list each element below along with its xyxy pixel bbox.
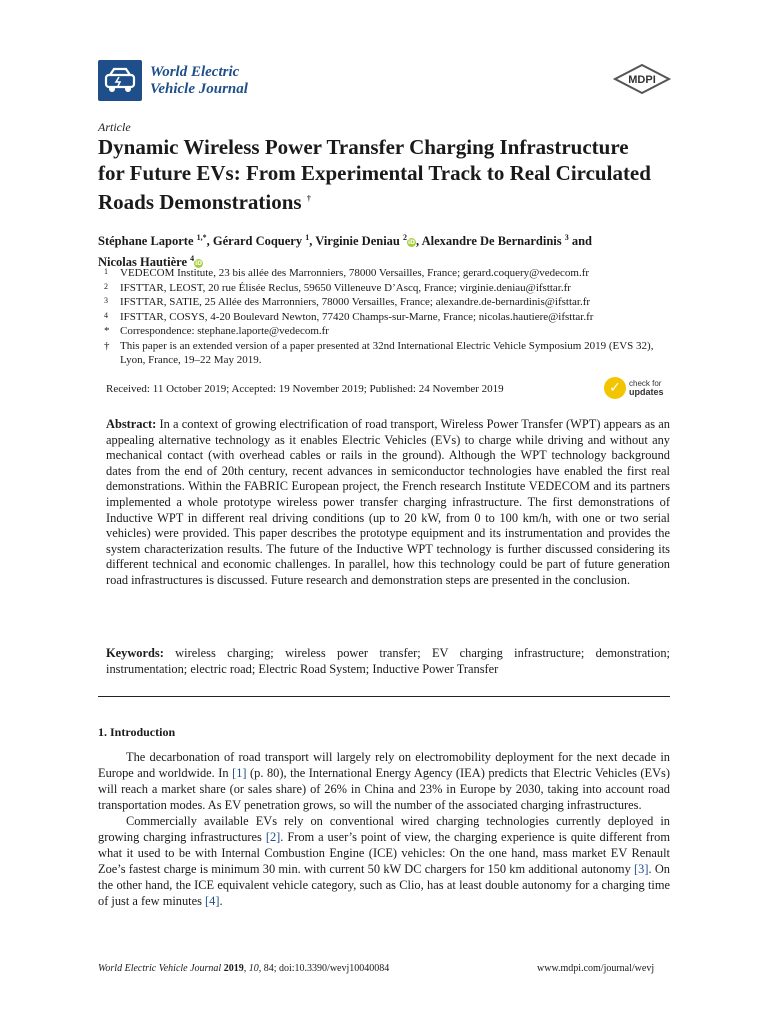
abstract-label: Abstract: <box>106 417 157 431</box>
paper-title <box>98 134 658 215</box>
affiliation-list <box>98 266 668 368</box>
author[interactable]: Nicolas Hautière $^4$iD <box>98 254 203 270</box>
divider <box>98 696 670 697</box>
citation-link[interactable]: [2] <box>265 830 281 844</box>
citation-link[interactable]: [1] <box>232 766 247 780</box>
affiliation: 4 IFSTTAR, COSYS, 4-20 Boulevard Newton, 77420 Champs-sur-Marne, France; nicolas.hautiere@ifsttar.fr <box>104 310 594 323</box>
paper-note: † This paper is an extended version of a paper presented at 32nd International Electric Vehicle Symposium 2019 (EVS 32), Lyon, France, 19–22 May 2019. <box>104 339 654 366</box>
journal-name-line1: World Electric <box>150 64 240 80</box>
orcid-icon[interactable]: iD <box>195 260 203 268</box>
article-type: Article <box>98 120 131 134</box>
author-list: Stéphane Laporte $^{1,*}$, Gérard Coquery $^1$, Virginie Deniau $^2$iD, Alexandre De Bernardinis $^3$ and Nicolas Hautière $^4$iD <box>98 233 593 270</box>
author[interactable]: Alexandre De Bernardinis $^3$ <box>421 233 569 249</box>
orcid-icon[interactable]: iD <box>407 239 416 247</box>
citation-link[interactable]: [4] <box>205 894 220 908</box>
abstract <box>106 417 670 589</box>
title-dagger: † <box>306 194 311 203</box>
correspondence: * Correspondence: stephane.laporte@vedecom.fr <box>104 325 329 337</box>
author[interactable]: Stéphane Laporte $^{1,*}$ <box>98 233 207 249</box>
journal-name-line2: Vehicle Journal <box>150 81 248 97</box>
footer-url[interactable]: www.mdpi.com/journal/wevj <box>537 963 655 974</box>
keywords-label: Keywords: <box>106 646 164 660</box>
affiliation: 1 VEDECOM Institute, 23 bis allée des Marronniers, 78000 Versailles, France; gerard.coquery@vedecom.fr <box>104 267 590 279</box>
mdpi-logo[interactable] <box>612 64 672 94</box>
paragraph: The decarbonation of road transport will largely rely on electromobility deployment for the next decade in Europe and worldwide. In [1] (p. 80), the International Energy Agency (IEA) predicts that Electric Vehicles (EVs) will reach a market share (or sales share) of 26% in China and 23% in Europe by 2030, taking into account road transportation modes. As EV penetration grows, so will the number of the associated charging infrastructures. <box>98 750 670 812</box>
keywords <box>106 646 670 677</box>
author[interactable]: Virginie Deniau $^2$iD <box>315 233 416 249</box>
journal-logo <box>98 60 142 101</box>
title-text: Dynamic Wireless Power Transfer Charging Infrastructure for Future EVs: From Experimental Track to Real Circulated Roads Demonstrations <box>98 135 651 214</box>
journal-name[interactable] <box>150 64 248 98</box>
footer-citation: World Electric Vehicle Journal 2019, 10, 84; doi:10.3390/wevj10040084 <box>98 963 390 974</box>
check-for-updates-badge[interactable]: ✓ check for updates <box>604 377 674 405</box>
svg-text:MDPI: MDPI <box>628 74 656 86</box>
checkmark-icon: ✓ <box>604 377 626 399</box>
paragraph: Commercially available EVs rely on conventional wired charging technologies currently deployed in growing charging infrastructures [2]. From a user’s point of view, the charging experience is quite different from what it used to be with Internal Combustion Engine (ICE) vehicles: On the one hand, mass market EV Renault Zoe’s fastest charge is minimum 30 min. with current 50 kW DC chargers for 150 km additional autonomy [3]. On the other hand, the ICE equivalent vehicle category, such as Clio, has at least double autonomy for a charging time of just a few minutes [4]. <box>98 814 671 908</box>
body-text <box>98 749 670 909</box>
abstract-text: In a context of growing electrification of road transport, Wireless Power Transfer (WPT) appears as an appealing alternative technology as it enables Electric Vehicles (EVs) to charge while driving and without any mechanical contact (with overhead cables or rails in the ground). Although the WPT technology background dates from the end of 20th century, recent advances in semiconductor technologies have enabled the first real demonstrations. Within the FABRIC European project, the French research Institute VEDECOM and its partners implemented a whole prototype wireless power transfer charging infrastructure. The first demonstrations of Inductive WPT in different real driving conditions (up to 20 kW, from 0 to 100 km/h, with one or two serial vehicles) were provided. This paper describes the prototype equipment and its instrumentation and provides the system characterization results. The future of the Inductive WPT technology is further discussed considering its different technical and economic challenges. In parallel, how this technology could be part of future generation road infrastructures is discussed. Future research and demonstration steps are presented in the conclusion. <box>106 417 670 587</box>
publication-history: Received: 11 October 2019; Accepted: 19 November 2019; Published: 24 November 2019 <box>106 383 504 395</box>
keywords-text: wireless charging; wireless power transfer; EV charging infrastructure; demonstration; instrumentation; electric road; Electric Road System; Inductive Power Transfer <box>106 646 670 676</box>
citation-link[interactable]: [3] <box>634 862 649 876</box>
affiliation: 3 IFSTTAR, SATIE, 25 Allée des Marronniers, 78000 Versailles, France; alexandre.de-bernardinis@ifsttar.fr <box>104 296 591 308</box>
author[interactable]: Gérard Coquery $^1$ <box>212 233 310 249</box>
section-heading: 1. Introduction <box>98 725 176 739</box>
affiliation: 2 IFSTTAR, LEOST, 20 rue Élisée Reclus, 59650 Villeneuve D’Ascq, France; virginie.deniau@ifsttar.fr <box>104 281 571 294</box>
